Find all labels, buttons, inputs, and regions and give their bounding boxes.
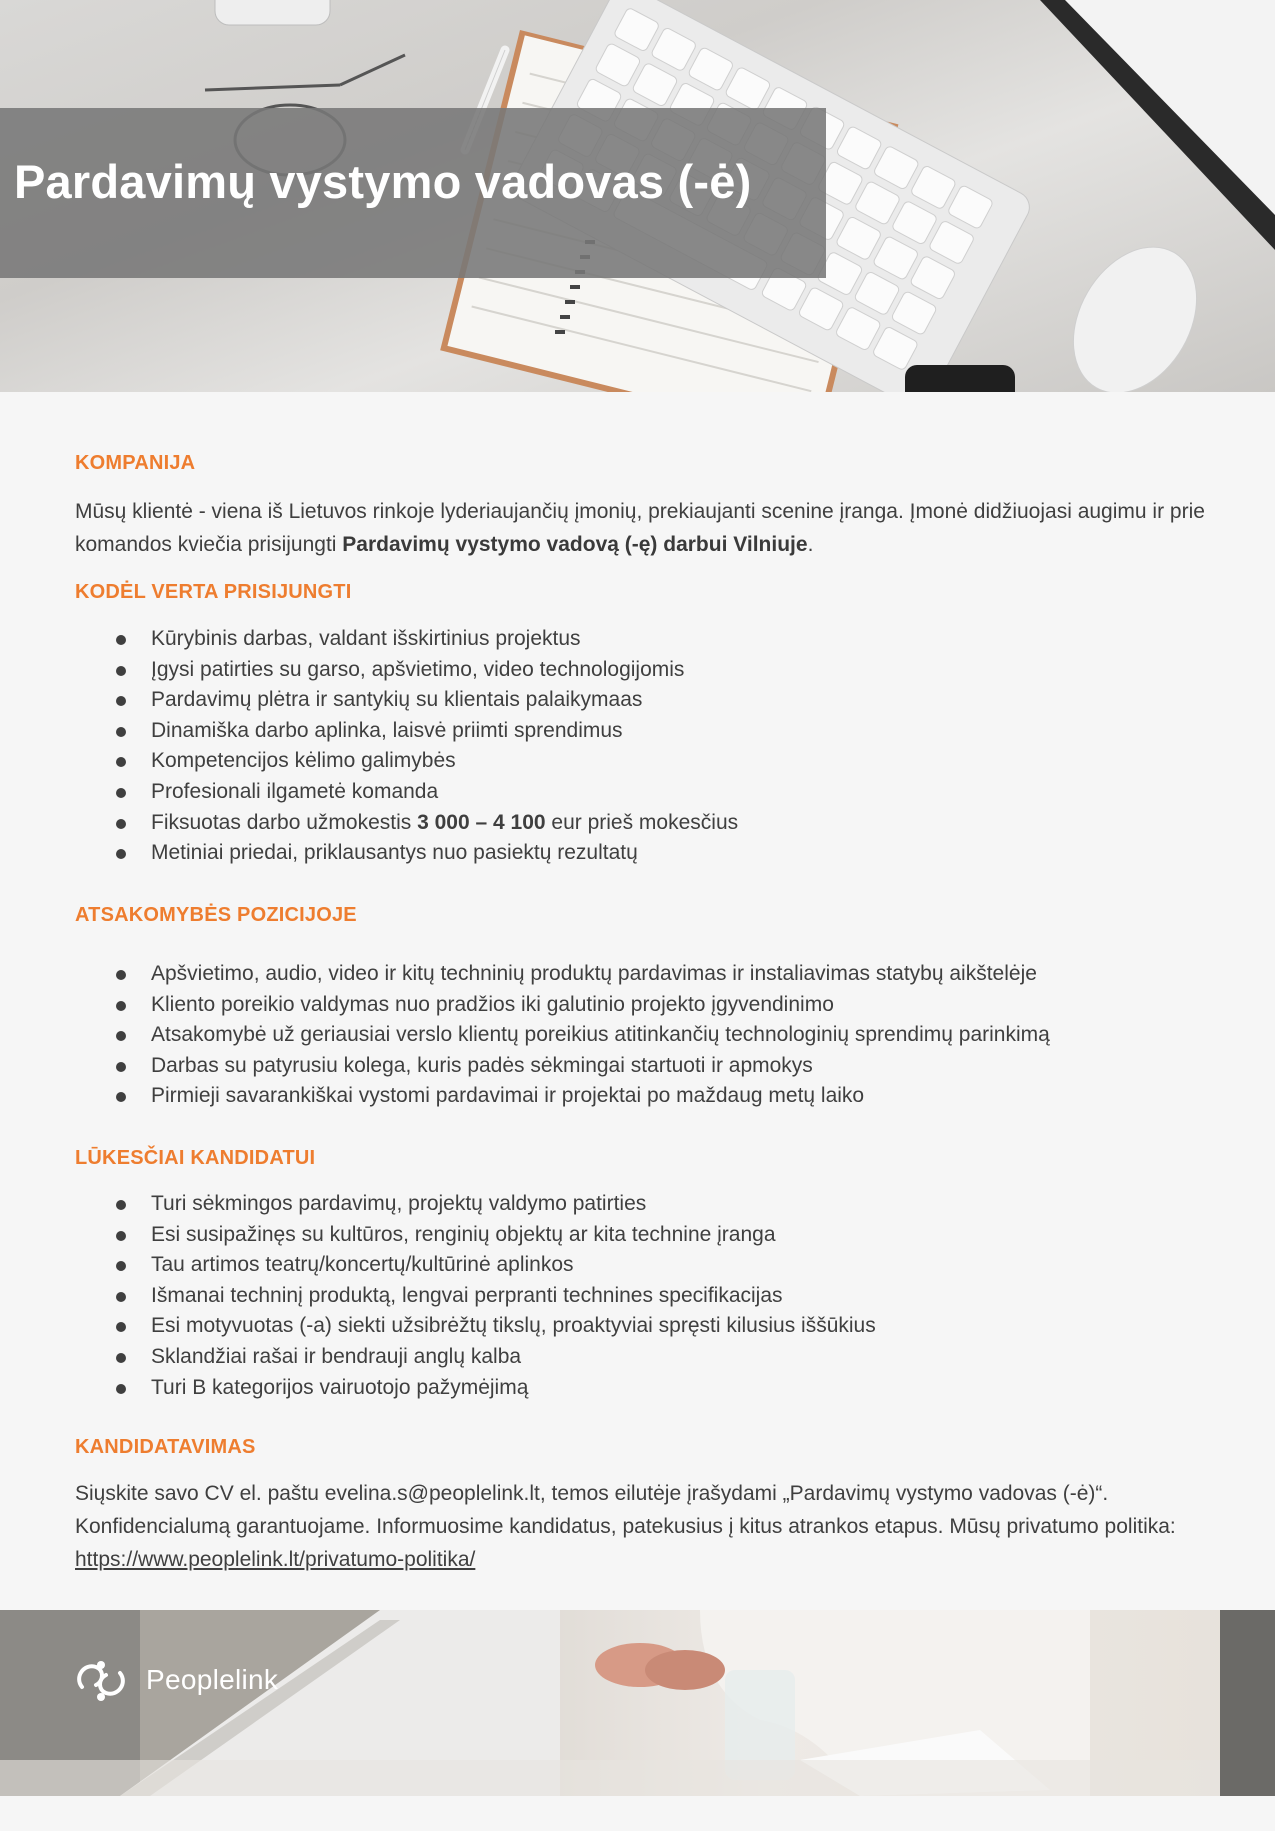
office-illustration [0, 1610, 1275, 1796]
company-text-end: . [807, 533, 814, 556]
list-item: Kūrybinis darbas, valdant išskirtinius projektus [75, 624, 738, 655]
list-item: Pirmieji savarankiškai vystomi pardavimai ir projektai po maždaug metų laiko [75, 1081, 1050, 1112]
brand-name: Peoplelink [146, 1664, 279, 1695]
expectations-list [75, 1189, 876, 1403]
privacy-policy-link[interactable]: https://www.peoplelink.lt/privatumo-politika/ [75, 1548, 476, 1571]
list-item: Pardavimų plėtra ir santykių su klientais palaikymaas [75, 685, 738, 716]
list-item: Profesionali ilgametė komanda [75, 777, 738, 808]
list-item: Metiniai priedai, priklausantys nuo pasiektų rezultatų [75, 838, 738, 869]
salary-text-end: eur prieš mokesčius [545, 810, 739, 834]
company-text: Mūsų klientė - viena iš Lietuvos rinkoje lyderiaujančių įmonių, prekiaujanti scenine įranga. Įmonė didžiuojasi augimu ir prie komandos kviečia prisijungti [75, 500, 1205, 556]
list-item: Kompetencijos kėlimo galimybės [75, 746, 738, 777]
list-item: Esi motyvuotas (-a) siekti užsibrėžtų tikslų, proaktyviai spręsti kilusius iššūkius [75, 1311, 876, 1342]
company-paragraph [75, 495, 1215, 561]
list-item: Atsakomybė už geriausiai verslo klientų poreikius atitinkančių technologinių sprendimų parinkimą [75, 1020, 1050, 1051]
list-item: Turi sėkmingos pardavimų, projektų valdymo patirties [75, 1189, 876, 1220]
apply-paragraph [75, 1477, 1215, 1576]
page-title: Pardavimų vystymo vadovas (-ė) [14, 155, 752, 208]
list-item: Išmanai techninį produktą, lengvai perpranti technines specifikacijas [75, 1281, 876, 1312]
peoplelink-logo-icon [74, 1657, 128, 1703]
company-text-bold: Pardavimų vystymo vadovą (-ę) darbui Vilniuje [342, 533, 808, 556]
brand [74, 1657, 278, 1703]
section-title-company: KOMPANIJA [75, 452, 196, 474]
section-title-why: KODĖL VERTA PRISIJUNGTI [75, 581, 352, 603]
section-title-responsibilities: ATSAKOMYBĖS POZICIJOJE [75, 904, 357, 926]
list-item: Dinamiška darbo aplinka, laisvė priimti sprendimus [75, 716, 738, 747]
list-item-salary [75, 808, 738, 839]
list-item: Sklandžiai rašai ir bendrauji anglų kalba [75, 1342, 876, 1373]
why-list [75, 624, 738, 869]
list-item: Esi susipažinęs su kultūros, renginių objektų ar kita technine įranga [75, 1220, 876, 1251]
list-item: Tau artimos teatrų/koncertų/kultūrinė aplinkos [75, 1250, 876, 1281]
section-title-expectations: LŪKESČIAI KANDIDATUI [75, 1147, 316, 1169]
list-item: Apšvietimo, audio, video ir kitų techninių produktų pardavimas ir instaliavimas statybų aikštelėje [75, 959, 1050, 990]
list-item: Įgysi patirties su garso, apšvietimo, video technologijomis [75, 655, 738, 686]
responsibilities-list [75, 959, 1050, 1112]
footer-image [0, 1610, 1275, 1796]
apply-text: Siųskite savo CV el. paštu evelina.s@peoplelink.lt, temos eilutėje įrašydami „Pardavimų vystymo vadovas (-ė)“. Konfidencialumą garantuojame. Informuosime kandidatus, patekusius į kitus atrankos etapus. Mūsų privatumo politika: [75, 1482, 1176, 1538]
list-item: Darbas su patyrusiu kolega, kuris padės sėkmingai startuoti ir apmokys [75, 1051, 1050, 1082]
list-item: Kliento poreikio valdymas nuo pradžios iki galutinio projekto įgyvendinimo [75, 990, 1050, 1021]
salary-text: Fiksuotas darbo užmokestis [151, 810, 418, 834]
salary-range: 3 000 – 4 100 [417, 810, 546, 834]
list-item: Turi B kategorijos vairuotojo pažymėjimą [75, 1373, 876, 1404]
section-title-apply: KANDIDATAVIMAS [75, 1436, 256, 1458]
